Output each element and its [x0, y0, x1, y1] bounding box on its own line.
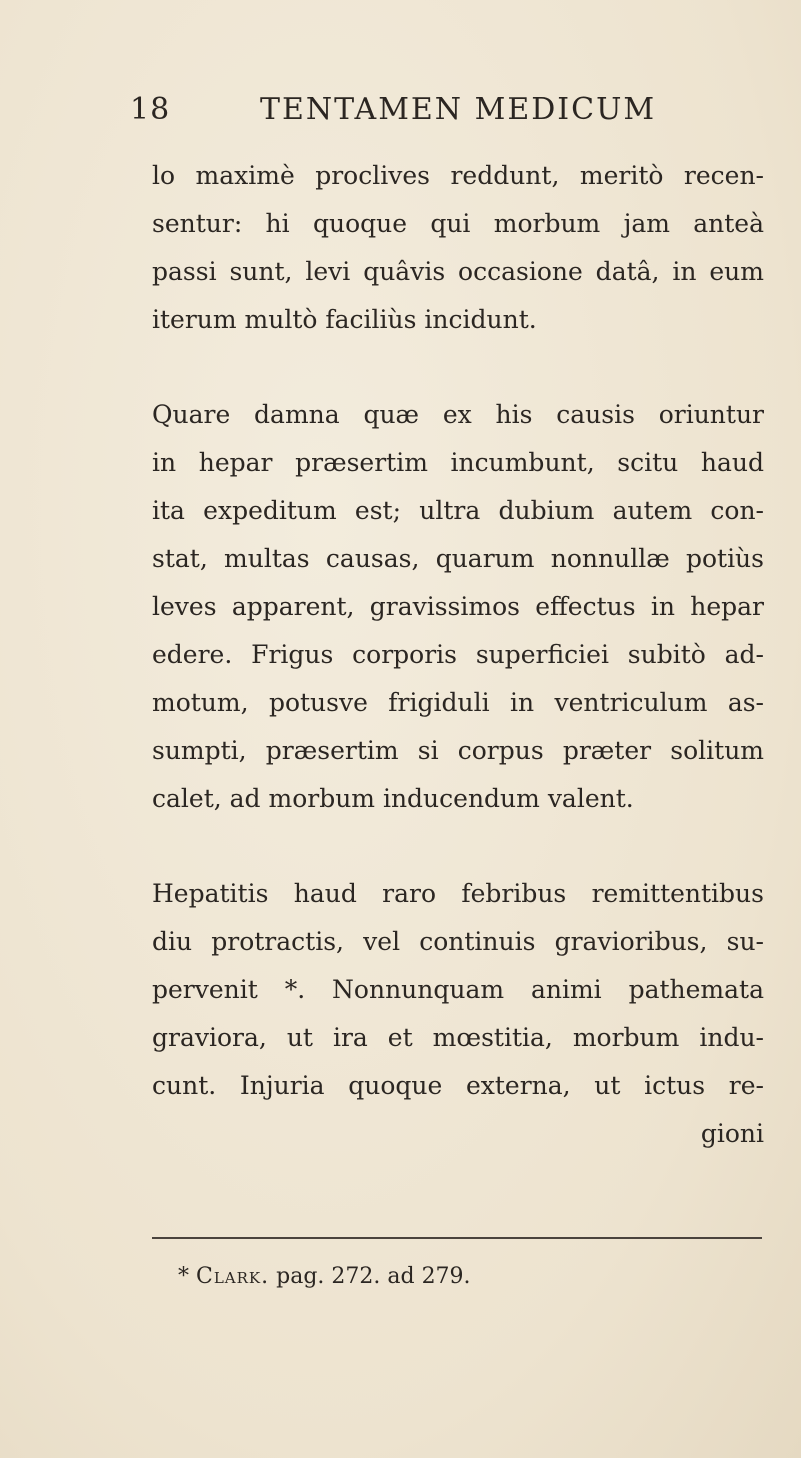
text-line: Quare damna quæ ex his causis oriuntur: [152, 400, 764, 429]
page-header: [130, 92, 760, 132]
running-title: TENTAMEN MEDICUM: [260, 92, 657, 127]
text-line: Hepatitis haud raro febribus remittentibus: [152, 879, 764, 908]
text-line: ita expeditum est; ultra dubium autem con-: [152, 496, 764, 525]
text-line: passi sunt, levi quâvis occasione datâ, in eum: [152, 257, 764, 286]
text-line: motum, potusve frigiduli in ventriculum as-: [152, 688, 764, 717]
text-line: graviora, ut ira et mœstitia, morbum indu-: [152, 1023, 764, 1052]
footnote: [178, 1264, 471, 1289]
catchword: gioni: [700, 1119, 764, 1148]
text-line: sentur: hi quoque qui morbum jam anteà: [152, 209, 764, 238]
text-line: stat, multas causas, quarum nonnullæ potiùs: [152, 544, 764, 573]
text-line: leves apparent, gravissimos effectus in hepar: [152, 592, 764, 621]
footnote-rule: [152, 1237, 762, 1239]
text-line: cunt. Injuria quoque externa, ut ictus re-: [152, 1071, 764, 1100]
text-line: pervenit *. Nonnunquam animi pathemata: [152, 975, 764, 1004]
text-line: diu protractis, vel continuis gravioribus, su-: [152, 927, 764, 956]
text-line: edere. Frigus corporis superficiei subitò ad-: [152, 640, 764, 669]
footnote-marker: *: [178, 1264, 189, 1289]
paragraph-break: [152, 344, 764, 391]
text-line: iterum multò faciliùs incidunt.: [152, 305, 537, 334]
page-number: 18: [130, 92, 171, 127]
footnote-author: Clark.: [196, 1264, 270, 1289]
text-line: in hepar præsertim incumbunt, scitu haud: [152, 448, 764, 477]
body-text: [152, 152, 764, 1158]
text-line: lo maximè proclives reddunt, meritò recen-: [152, 161, 764, 190]
footnote-citation: pag. 272. ad 279.: [276, 1264, 471, 1289]
text-line: sumpti, præsertim si corpus præter solitum: [152, 736, 764, 765]
text-line: calet, ad morbum inducendum valent.: [152, 784, 634, 813]
paragraph-break: [152, 823, 764, 870]
